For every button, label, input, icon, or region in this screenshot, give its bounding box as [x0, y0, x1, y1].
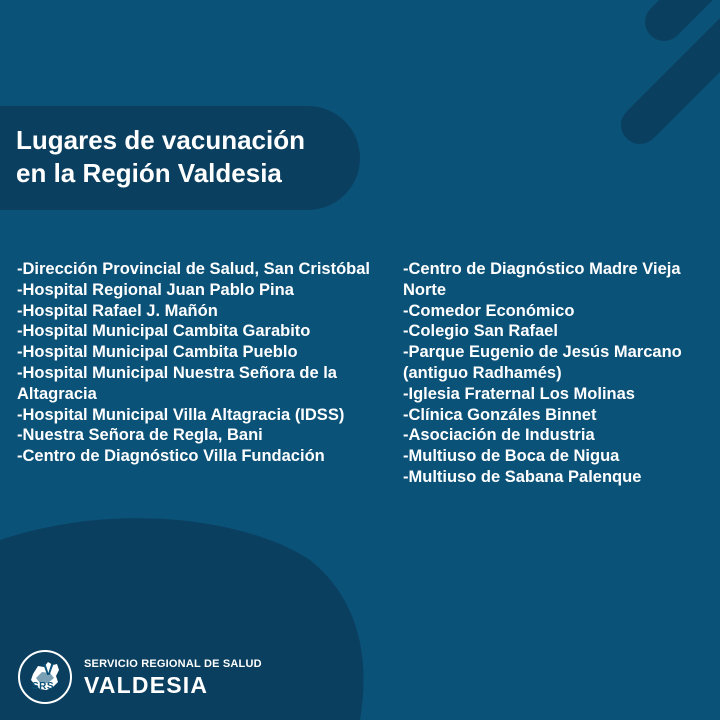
list-item: -Asociación de Industria [403, 426, 595, 445]
list-item: -Centro de Diagnóstico Madre Vieja Norte [403, 260, 681, 299]
list-item: -Nuestra Señora de Regla, Bani [17, 426, 263, 445]
list-item: -Comedor Económico [403, 301, 575, 320]
list-item: -Iglesia Fraternal Los Molinas [403, 384, 635, 403]
list-item: -Clínica Gonzáles Binnet [403, 405, 597, 424]
logo-letter-v: V [43, 662, 54, 679]
org-subtitle: SERVICIO REGIONAL DE SALUD [84, 658, 262, 670]
vaccination-sites-list-right [403, 259, 715, 488]
page-title [16, 124, 305, 190]
list-item: -Multiuso de Sabana Palenque [403, 467, 642, 486]
srs-valdesia-logo-icon [18, 650, 72, 704]
list-item: -Multiuso de Boca de Nigua [403, 447, 620, 466]
list-item: -Hospital Municipal Cambita Pueblo [17, 343, 298, 362]
list-item: -Hospital Rafael J. Mañón [17, 301, 218, 320]
list-item: -Hospital Municipal Nuestra Señora de la Altagracia [17, 363, 337, 403]
list-item: -Parque Eugenio de Jesús Marcano (antiguo Radhamés) [403, 343, 682, 382]
list-item: -Hospital Municipal Cambita Garabito [17, 322, 311, 341]
vaccination-sites-list-left [17, 259, 392, 467]
title-line-1: Lugares de vacunación [16, 125, 305, 155]
list-item: -Centro de Diagnóstico Villa Fundación [17, 447, 325, 466]
title-line-2: en la Región Valdesia [16, 158, 282, 188]
list-item: -Hospital Municipal Villa Altagracia (IDSS) [17, 405, 345, 424]
list-item: -Dirección Provincial de Salud, San Cristóbal [17, 260, 371, 278]
list-item: -Hospital Regional Juan Pablo Pina [17, 280, 294, 299]
list-item: -Colegio San Rafael [403, 322, 558, 341]
logo-letters-srs: SRS [32, 681, 55, 692]
org-name: VALDESIA [84, 672, 209, 698]
